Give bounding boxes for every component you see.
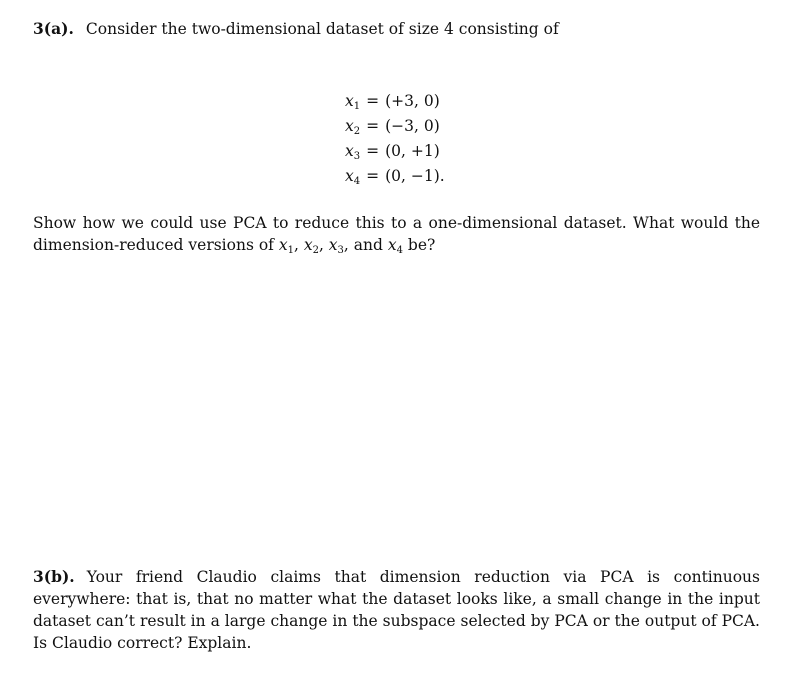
problem-3a-label: 3(a). xyxy=(33,19,74,38)
equals-sign: = xyxy=(366,142,380,160)
problem-3b xyxy=(33,566,760,654)
equation-variable: $x_3$ xyxy=(345,142,361,162)
equation-x1 xyxy=(345,89,445,114)
problem-3b-text: Your friend Claudio claims that dimension reduction via PCA is continuous everywhere: that is, that no matter what the dataset looks like, a small change in the input dataset can’t result in a large change in the subspace selected by PCA or the output of PCA. Is Claudio correct? Explain. xyxy=(33,568,760,652)
equation-variable: $x_1$ xyxy=(345,92,361,112)
problem-3a-question: Show how we could use PCA to reduce this to a one-dimensional dataset. What would the dimension-reduced versions of $x_1$, $x_2$, $x_3$, and $x_4$ be? xyxy=(33,214,760,256)
dataset-equations xyxy=(345,89,445,189)
equals-sign: = xyxy=(366,92,380,110)
equation-variable: $x_2$ xyxy=(345,117,361,137)
equation-value: (−3, 0) xyxy=(385,117,440,135)
equation-x4 xyxy=(345,164,445,189)
problem-3b-label: 3(b). xyxy=(33,567,75,586)
equation-x2 xyxy=(345,114,445,139)
equals-sign: = xyxy=(366,117,380,135)
equation-variable: $x_4$ xyxy=(345,167,361,187)
equation-value: (0, +1) xyxy=(385,142,440,160)
equation-value: (+3, 0) xyxy=(385,92,440,110)
equals-sign: = xyxy=(366,167,380,185)
problem-3a-intro-text: Consider the two-dimensional dataset of size 4 consisting of xyxy=(85,20,559,38)
equation-value: (0, −1). xyxy=(385,167,445,185)
problem-3a-intro xyxy=(33,18,768,40)
equation-x3 xyxy=(345,139,445,164)
